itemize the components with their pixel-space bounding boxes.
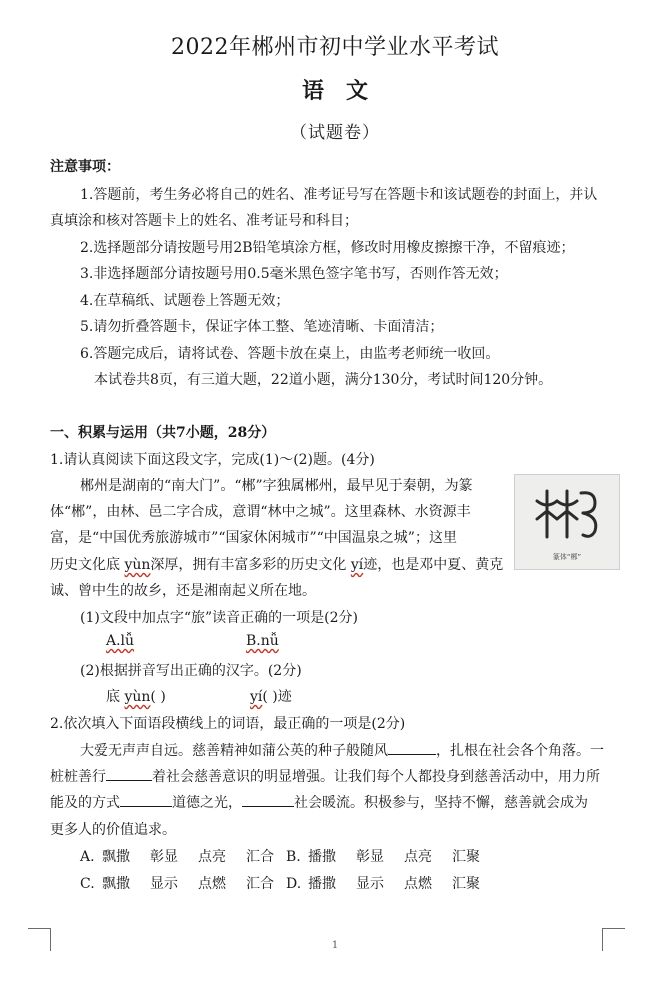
q1-stem: 1.请认真阅读下面这段文字，完成(1)～(2)题。(4分) (50, 452, 375, 468)
q2-blank-3[interactable] (120, 792, 172, 807)
fill-1-pinyin: yùn (124, 689, 151, 705)
option-word: 点燃 (404, 876, 432, 892)
q1-sub2-fill-1[interactable] (106, 686, 166, 706)
fill-2-paren: ( ) (262, 689, 278, 705)
q2-l2-a: 桩桩善行 (50, 769, 106, 785)
option-word: 飘撒 (102, 849, 130, 865)
option-word: 显示 (150, 876, 178, 892)
q2-option-b[interactable] (286, 846, 480, 866)
pinyin-yi: yí (350, 557, 364, 573)
option-label: C. (80, 876, 95, 892)
q2-blank-4[interactable] (242, 792, 294, 807)
option-word: 汇合 (246, 876, 274, 892)
q2-blank-2[interactable] (106, 766, 152, 781)
notice-item-5: 5.请勿折叠答题卡，保证字体工整、笔迹清晰、卡面清洁； (80, 319, 444, 335)
fill-2-suffix: 迹 (277, 689, 292, 705)
fill-1-paren: ( ) (150, 689, 166, 705)
q2-l3-a: 能及的方式 (50, 795, 120, 811)
option-word: 播撒 (308, 849, 336, 865)
q2-l1-b: ，扎根在社会各个角落。一 (436, 743, 604, 759)
paper-type: （试题卷） (290, 123, 380, 143)
option-word: 彰显 (356, 849, 384, 865)
q2-l3-c: 社会暖流。积极参与，坚持不懈，慈善就会成为 (294, 795, 588, 811)
section1-heading: 一、积累与运用（共7小题，28分） (50, 425, 276, 441)
notice-heading: 注意事项： (50, 159, 120, 175)
q1-passage-line-3: 富，是“中国优秀旅游城市”“国家休闲城市”“中国温泉之城”；这里 (50, 530, 457, 546)
notice-item-3: 3.非选择题部分请按题号用0.5毫米黑色签字笔书写，否则作答无效； (80, 266, 508, 282)
q1-passage-line-4-c: 迹，也是邓中夏、黄克 (363, 557, 504, 573)
q2-l2-b: 着社会慈善意识的明显增强。让我们每个人都投身到慈善活动中，用力所 (152, 769, 600, 785)
q1-passage-line-2: 体“郴”，由林、邑二字合成，意谓“林中之城”。这里森林、水资源丰 (50, 504, 471, 520)
option-word: 点亮 (198, 849, 226, 865)
q2-option-d[interactable] (286, 873, 480, 893)
q2-stem: 2.依次填入下面语段横线上的词语，最正确的一项是(2分) (50, 716, 406, 732)
notice-item-6: 6.答题完成后，请将试卷、答题卡放在桌上，由监考老师统一收回。 (80, 346, 500, 362)
fill-2-pinyin: yí (250, 689, 263, 705)
notice-item-1: 1.答题前，考生务必将自己的姓名、准考证号写在答题卡和该试题卷的封面上，并认 (80, 187, 598, 203)
q1-passage-line-4-a: 历史文化底 (50, 557, 125, 573)
seal-caption: 篆体“郴” (552, 553, 582, 561)
q2-blank-1[interactable] (388, 740, 436, 755)
notice-summary: 本试卷共8页，有三道大题，22道小题，满分130分，考试时间120分钟。 (94, 372, 553, 388)
option-word: 点燃 (198, 876, 226, 892)
q2-l3-b: 道德之光， (172, 795, 242, 811)
q2-passage-line-2 (50, 766, 600, 786)
q2-l1-a: 大爱无声声自远。慈善精神如蒲公英的种子般随风 (80, 743, 388, 759)
q1-sub2-stem: (2)根据拼音写出正确的汉字。(2分) (80, 663, 302, 679)
option-word: 飘撒 (102, 876, 130, 892)
q2-passage-line-4: 更多人的价值追求。 (50, 822, 176, 838)
option-word: 彰显 (150, 849, 178, 865)
pinyin-yun: yùn (124, 557, 151, 573)
seal-script-chen-image (514, 474, 620, 570)
option-b-text: B.nǚ (246, 633, 279, 649)
option-label: B. (286, 849, 301, 865)
q1-passage-line-4-b: 深厚，拥有丰富多彩的历史文化 (150, 557, 351, 573)
q1-sub1-stem: (1)文段中加点字“旅”读音正确的一项是(2分) (80, 610, 358, 626)
option-word: 汇聚 (452, 876, 480, 892)
q2-passage-line-1 (80, 740, 604, 760)
q2-option-a[interactable] (80, 846, 274, 866)
subject-title: 语文 (301, 78, 390, 104)
option-word: 点亮 (404, 849, 432, 865)
notice-item-4: 4.在草稿纸、试题卷上答题无效； (80, 293, 290, 309)
q1-sub1-option-b[interactable] (246, 633, 279, 649)
notice-item-1-cont: 真填涂和核对答题卡上的姓名、准考证号和科目； (50, 213, 358, 229)
q1-passage-line-1: 郴州是湖南的“南大门”。“郴”字独属郴州，最早见于秦朝，为篆 (80, 478, 473, 494)
option-word: 显示 (356, 876, 384, 892)
seal-script-chen-icon (515, 475, 619, 569)
q1-passage-line-4 (50, 554, 503, 574)
option-label: D. (286, 876, 302, 892)
q2-passage-line-3 (50, 792, 588, 812)
q2-option-c[interactable] (80, 873, 274, 893)
option-word: 汇聚 (452, 849, 480, 865)
option-label: A. (80, 849, 95, 865)
option-word: 播撒 (308, 876, 336, 892)
option-a-text: A.lǚ (106, 633, 135, 649)
exam-title: 2022年郴州市初中学业水平考试 (171, 35, 499, 60)
q1-passage-line-5: 诚、曾中生的故乡，还是湘南起义所在地。 (50, 583, 316, 599)
q1-sub1-option-a[interactable] (106, 633, 134, 649)
q1-sub2-fill-2[interactable] (250, 686, 292, 706)
notice-item-2: 2.选择题部分请按题号用2B铅笔填涂方框，修改时用橡皮擦擦干净，不留痕迹； (80, 240, 575, 256)
option-word: 汇合 (246, 849, 274, 865)
fill-1-prefix: 底 (106, 689, 120, 705)
page-number: 1 (331, 940, 339, 951)
